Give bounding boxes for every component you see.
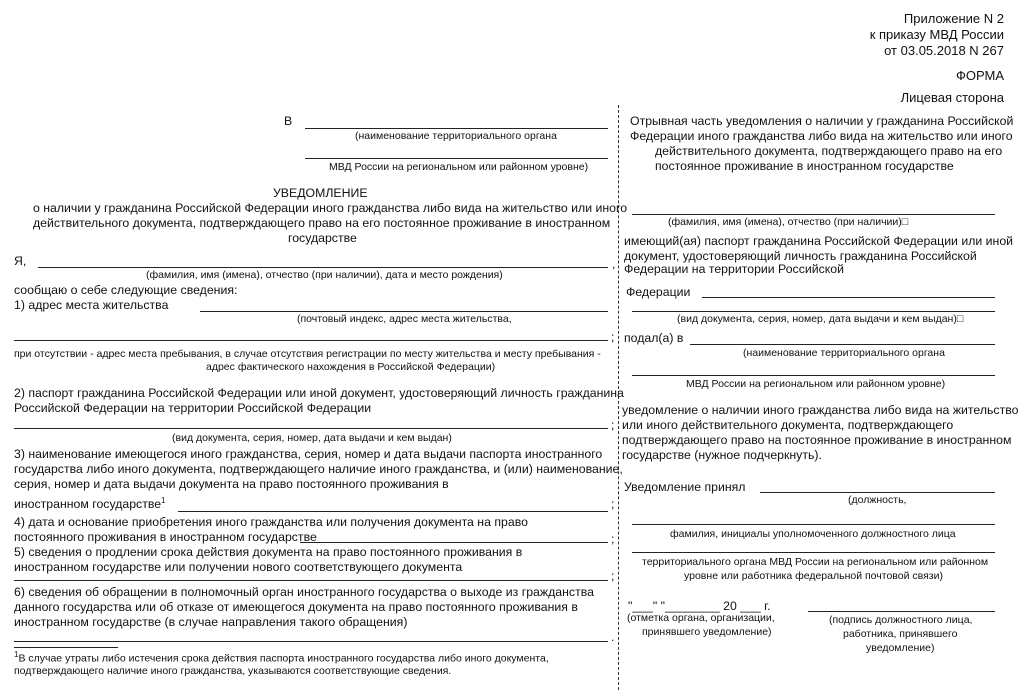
tear-off-fio-line bbox=[632, 214, 995, 215]
tear-off-organ-hint: (наименование территориального органа bbox=[743, 347, 945, 359]
renunciation-line bbox=[14, 641, 608, 642]
absence-hint-1: при отсутствии - адрес места пребывания, в случае отсутствия регистрации по месту жительства и месту пребывания - bbox=[14, 348, 601, 360]
tear-off-submitted: подал(а) в bbox=[624, 331, 684, 345]
address-semicolon: ; bbox=[611, 330, 615, 344]
footnote-mark: 1 bbox=[161, 496, 166, 505]
item3-line-1: 3) наименование имеющегося иного гражданства, серия, номер и дата выдачи паспорта иностранного bbox=[14, 447, 603, 461]
passport-semicolon: ; bbox=[611, 418, 615, 432]
mvd-line bbox=[305, 158, 608, 159]
tear-off-notice-1: уведомление о наличии иного гражданства либо вида на жительство bbox=[622, 403, 1019, 417]
tear-off-notice-2: или иного действительного документа, подтверждающего bbox=[622, 418, 954, 432]
foreign-doc-semicolon: ; bbox=[611, 497, 615, 511]
appendix-number: Приложение N 2 bbox=[903, 11, 1004, 26]
official-line bbox=[632, 524, 995, 525]
tear-off-passport-2: документ, удостоверяющий личность гражданина Российской bbox=[624, 249, 977, 263]
tear-off-federation-line bbox=[702, 297, 995, 298]
fio-hint: (фамилия, имя (имена), отчество (при наличии), дата и место рождения) bbox=[146, 269, 503, 281]
signature-line bbox=[808, 611, 995, 612]
item6-line-1: 6) сведения об обращении в полномочный орган иностранного государства о выходе из гражданства bbox=[14, 585, 594, 599]
footnote-separator bbox=[14, 647, 118, 648]
notice-title: УВЕДОМЛЕНИЕ bbox=[273, 186, 368, 200]
passport-hint: (вид документа, серия, номер, дата выдачи и кем выдан) bbox=[172, 432, 452, 444]
address-line bbox=[200, 311, 608, 312]
mark-hint-2: принявшего уведомление) bbox=[642, 626, 772, 638]
tear-off-notice-4: государстве (нужное подчеркнуть). bbox=[622, 448, 822, 462]
sign-hint-2: работника, принявшего bbox=[843, 628, 958, 640]
item3-line-2: государства либо иного документа, подтверждающего наличие иного гражданства, и (или) наименование, bbox=[14, 462, 623, 476]
tear-off-doc-line bbox=[632, 311, 995, 312]
item3-line-4: иностранном государстве$^1$ bbox=[14, 496, 166, 512]
appendix-order: к приказу МВД России bbox=[869, 27, 1004, 42]
organ-hint: (наименование территориального органа bbox=[355, 130, 557, 142]
passport-line bbox=[14, 428, 608, 429]
address-hint: (почтовый индекс, адрес места жительства, bbox=[297, 313, 512, 325]
notice-subtitle-3: государстве bbox=[288, 231, 357, 245]
acquisition-line bbox=[300, 542, 608, 543]
front-side-label: Лицевая сторона bbox=[900, 90, 1004, 105]
footnote-line-2: подтверждающего наличие иного гражданства, указываются соответствующие сведения. bbox=[14, 665, 452, 677]
tear-off-federation: Федерации bbox=[626, 285, 691, 299]
territorial-hint-1: территориального органа МВД России на региональном или районном bbox=[642, 556, 989, 568]
notice-subtitle-1: о наличии у гражданина Российской Федерации иного гражданства либо вида на жительство или иного bbox=[33, 201, 628, 215]
territorial-hint-2: уровне или работника федеральной почтовой связи) bbox=[684, 570, 943, 582]
accepted-line bbox=[760, 492, 995, 493]
extension-semicolon: ; bbox=[611, 569, 615, 583]
item6-line-3: иностранном государстве (в случае направления такого обращения) bbox=[14, 615, 408, 629]
date-template: "___" "________ 20 ___ г. bbox=[628, 599, 771, 613]
tear-off-passport-1: имеющий(ая) паспорт гражданина Российской Федерации или иной bbox=[624, 234, 1014, 248]
accepted-label: Уведомление принял bbox=[624, 480, 746, 494]
item4-line-2: постоянного проживания в иностранном государстве bbox=[14, 530, 317, 544]
item6-line-2: данного государства или об отказе от имеющегося документа на право постоянного проживания в bbox=[14, 600, 578, 614]
tear-off-mvd-line bbox=[632, 375, 995, 376]
organ-line bbox=[305, 128, 608, 129]
tear-off-notice-3: подтверждающего право на постоянное проживание в иностранном bbox=[622, 433, 1012, 447]
mark-hint-1: (отметка органа, организации, bbox=[627, 612, 775, 624]
notice-subtitle-2: действительного документа, подтверждающего право на его постоянное проживание в иностранном bbox=[33, 216, 611, 230]
foreign-doc-line bbox=[178, 511, 608, 512]
sign-hint-1: (подпись должностного лица, bbox=[829, 614, 973, 626]
item4-line-1: 4) дата и основание приобретения иного гражданства или получения документа на право bbox=[14, 515, 528, 529]
item2-line-1: 2) паспорт гражданина Российской Федерации или иной документ, удостоверяющий личность гражданина bbox=[14, 386, 624, 400]
mvd-hint: МВД России на региональном или районном уровне) bbox=[329, 161, 589, 173]
tear-off-fio-hint: (фамилия, имя (имена), отчество (при наличии)□ bbox=[668, 216, 909, 228]
i-label: Я, bbox=[14, 254, 27, 268]
tear-off-doc-hint: (вид документа, серия, номер, дата выдачи и кем выдан)□ bbox=[677, 313, 964, 325]
tear-off-title-2: Федерации иного гражданства либо вида на жительство или иного bbox=[630, 129, 1013, 143]
tear-off-title-4: постоянное проживание в иностранном государстве bbox=[655, 159, 954, 173]
address-line-2 bbox=[14, 340, 608, 341]
item2-line-2: Российской Федерации на территории Российской Федерации bbox=[14, 401, 372, 415]
sign-hint-3: уведомление) bbox=[866, 642, 935, 654]
acquisition-semicolon: ; bbox=[611, 532, 615, 546]
tear-off-title-3: действительного документа, подтверждающего право на его bbox=[655, 144, 1003, 158]
renunciation-period: . bbox=[611, 630, 615, 644]
official-hint: фамилия, инициалы уполномоченного должностного лица bbox=[670, 528, 956, 540]
footnote-line-1: $^1$В случае утраты либо истечения срока действия паспорта иностранного государства либо иного документа, bbox=[14, 650, 549, 665]
fio-comma: , bbox=[612, 257, 616, 271]
tear-off-mvd-hint: МВД России на региональном или районном уровне) bbox=[686, 378, 946, 390]
appendix-date: от 03.05.2018 N 267 bbox=[884, 43, 1004, 58]
tear-off-passport-3: Федерации на территории Российской bbox=[624, 262, 844, 276]
absence-hint-2: адрес фактического нахождения в Российской Федерации) bbox=[206, 361, 496, 373]
position-hint: (должность, bbox=[848, 494, 907, 506]
to-label: В bbox=[284, 114, 293, 128]
item3-line-3: серия, номер и дата выдачи документа на право постоянного проживания в bbox=[14, 477, 449, 491]
item5-line-2: иностранном государстве или получении нового соответствующего документа bbox=[14, 560, 463, 574]
extension-line bbox=[14, 580, 608, 581]
form-label: ФОРМА bbox=[955, 68, 1004, 83]
tear-off-organ-line bbox=[690, 344, 995, 345]
fio-line bbox=[38, 267, 608, 268]
tear-off-title-1: Отрывная часть уведомления о наличии у гражданина Российской bbox=[630, 114, 1014, 128]
territorial-line bbox=[632, 552, 995, 553]
item1-label: 1) адрес места жительства bbox=[14, 298, 169, 312]
item5-line-1: 5) сведения о продлении срока действия документа на право постоянного проживания в bbox=[14, 545, 523, 559]
intro-text: сообщаю о себе следующие сведения: bbox=[14, 283, 238, 297]
